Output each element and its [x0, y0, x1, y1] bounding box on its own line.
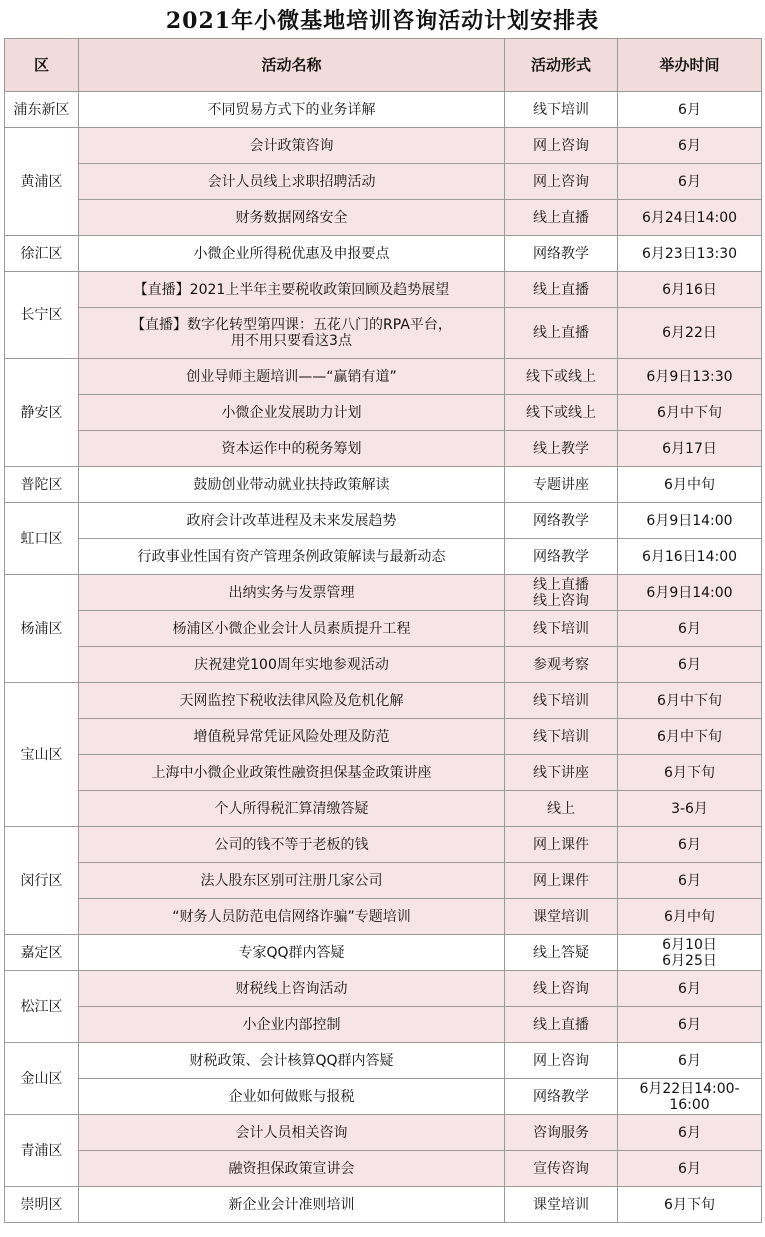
table-row	[5, 1187, 762, 1223]
activity-name-cell	[79, 308, 505, 359]
district-cell: 松江区	[5, 971, 79, 1043]
activity-form-cell: 咨询服务	[505, 1115, 618, 1151]
activity-time-cell: 6月	[618, 1115, 762, 1151]
activity-time-cell: 6月9日14:00	[618, 503, 762, 539]
activity-name-cell: 会计政策咨询	[79, 128, 505, 164]
table-row	[5, 791, 762, 827]
table-row	[5, 1007, 762, 1043]
activity-name-cell: 鼓励创业带动就业扶持政策解读	[79, 467, 505, 503]
table-row	[5, 755, 762, 791]
activity-time-cell: 6月中下旬	[618, 683, 762, 719]
activity-time-cell: 6月	[618, 1043, 762, 1079]
activity-time-cell	[618, 935, 762, 971]
table-row	[5, 935, 762, 971]
activity-time-cell: 6月	[618, 92, 762, 128]
activity-name-cell: 创业导师主题培训——“赢销有道”	[79, 359, 505, 395]
activity-form-line-2: 线上咨询	[533, 592, 589, 609]
table-row	[5, 575, 762, 611]
activity-form-cell: 线上教学	[505, 431, 618, 467]
activity-time-cell: 6月中下旬	[618, 395, 762, 431]
activity-name-cell: 出纳实务与发票管理	[79, 575, 505, 611]
activity-name-cell: “财务人员防范电信网络诈骗”专题培训	[79, 899, 505, 935]
activity-form-cell: 网络教学	[505, 503, 618, 539]
activity-time-cell: 6月中下旬	[618, 719, 762, 755]
district-cell: 静安区	[5, 359, 79, 467]
activity-name-cell: 财务数据网络安全	[79, 200, 505, 236]
district-cell: 虹口区	[5, 503, 79, 575]
table-row	[5, 164, 762, 200]
table-row	[5, 1043, 762, 1079]
activity-name-cell: 会计人员线上求职招聘活动	[79, 164, 505, 200]
table-row	[5, 827, 762, 863]
activity-name-cell: 庆祝建党100周年实地参观活动	[79, 647, 505, 683]
activity-time-cell: 6月24日14:00	[618, 200, 762, 236]
activity-form-cell: 线上	[505, 791, 618, 827]
activity-time-cell: 6月中旬	[618, 899, 762, 935]
activity-time-cell: 6月	[618, 611, 762, 647]
activity-form-cell: 线下讲座	[505, 755, 618, 791]
table-row	[5, 92, 762, 128]
activity-time-cell: 6月	[618, 1007, 762, 1043]
table-row	[5, 1079, 762, 1115]
activity-name-cell: 新企业会计准则培训	[79, 1187, 505, 1223]
table-row	[5, 128, 762, 164]
activity-name-cell: 天网监控下税收法律风险及危机化解	[79, 683, 505, 719]
table-row	[5, 683, 762, 719]
activity-name-cell: 财税政策、会计核算QQ群内答疑	[79, 1043, 505, 1079]
activity-form-cell: 线下或线上	[505, 395, 618, 431]
table-row	[5, 359, 762, 395]
activity-form-cell: 网络教学	[505, 539, 618, 575]
activity-name-cell: 专家QQ群内答疑	[79, 935, 505, 971]
district-cell: 黄浦区	[5, 128, 79, 236]
activity-name-cell: 政府会计改革进程及未来发展趋势	[79, 503, 505, 539]
activity-form-cell: 线下或线上	[505, 359, 618, 395]
table-row	[5, 236, 762, 272]
activity-time-cell: 6月9日13:30	[618, 359, 762, 395]
activity-name-cell: 杨浦区小微企业会计人员素质提升工程	[79, 611, 505, 647]
activity-name-cell: 公司的钱不等于老板的钱	[79, 827, 505, 863]
district-cell: 金山区	[5, 1043, 79, 1115]
activity-name-cell: 企业如何做账与报税	[79, 1079, 505, 1115]
activity-form-cell: 网上咨询	[505, 128, 618, 164]
district-cell: 长宁区	[5, 272, 79, 359]
activity-name-cell: 小微企业所得税优惠及申报要点	[79, 236, 505, 272]
activity-form-cell: 参观考察	[505, 647, 618, 683]
activity-time-line-2: 6月25日	[662, 952, 717, 969]
header-district: 区	[5, 39, 79, 92]
header-activity-name: 活动名称	[79, 39, 505, 92]
activity-time-cell: 3-6月	[618, 791, 762, 827]
activity-time-cell: 6月22日14:00-16:00	[618, 1079, 762, 1115]
district-cell: 嘉定区	[5, 935, 79, 971]
activity-form-cell: 线上直播	[505, 308, 618, 359]
table-row	[5, 1151, 762, 1187]
activity-form-cell: 线上咨询	[505, 971, 618, 1007]
activity-name-cell: 小微企业发展助力计划	[79, 395, 505, 431]
table-row	[5, 503, 762, 539]
activity-name-cell: 资本运作中的税务筹划	[79, 431, 505, 467]
activity-form-cell: 线上答疑	[505, 935, 618, 971]
activity-time-cell: 6月	[618, 164, 762, 200]
table-row	[5, 863, 762, 899]
activity-time-cell: 6月下旬	[618, 755, 762, 791]
activity-name-cell: 行政事业性国有资产管理条例政策解读与最新动态	[79, 539, 505, 575]
header-time: 举办时间	[618, 39, 762, 92]
activity-time-cell: 6月中旬	[618, 467, 762, 503]
activity-form-cell: 线上直播	[505, 272, 618, 308]
activity-name-line-1: 【直播】数字化转型第四课：五花八门的RPA平台，	[131, 317, 452, 333]
activity-form-cell: 网上课件	[505, 827, 618, 863]
activity-form-cell: 线下培训	[505, 611, 618, 647]
activity-form-cell: 网上咨询	[505, 1043, 618, 1079]
activity-time-cell: 6月	[618, 1151, 762, 1187]
table-row	[5, 1115, 762, 1151]
activity-form-cell: 线下培训	[505, 683, 618, 719]
activity-form-cell: 网上课件	[505, 863, 618, 899]
activity-form-cell	[505, 575, 618, 611]
activity-time-cell: 6月	[618, 128, 762, 164]
activity-name-cell: 融资担保政策宣讲会	[79, 1151, 505, 1187]
activity-time-cell: 6月23日13:30	[618, 236, 762, 272]
district-cell: 青浦区	[5, 1115, 79, 1187]
activity-time-cell: 6月	[618, 647, 762, 683]
activity-form-cell: 课堂培训	[505, 899, 618, 935]
table-row	[5, 308, 762, 359]
activity-schedule-table	[4, 38, 762, 1223]
activity-name-cell: 个人所得税汇算清缴答疑	[79, 791, 505, 827]
district-cell: 浦东新区	[5, 92, 79, 128]
activity-form-cell: 网上咨询	[505, 164, 618, 200]
activity-name-cell: 上海中小微企业政策性融资担保基金政策讲座	[79, 755, 505, 791]
activity-time-cell: 6月16日	[618, 272, 762, 308]
activity-name-cell: 小企业内部控制	[79, 1007, 505, 1043]
activity-time-cell: 6月	[618, 971, 762, 1007]
activity-name-cell: 不同贸易方式下的业务详解	[79, 92, 505, 128]
activity-form-cell: 课堂培训	[505, 1187, 618, 1223]
activity-form-cell: 线上直播	[505, 1007, 618, 1043]
district-cell: 杨浦区	[5, 575, 79, 683]
table-row	[5, 431, 762, 467]
activity-form-cell: 线下培训	[505, 92, 618, 128]
table-row	[5, 611, 762, 647]
activity-name-line-2: 用不用只要看这3点	[231, 333, 352, 349]
table-row	[5, 200, 762, 236]
table-row	[5, 899, 762, 935]
activity-form-cell: 线上直播	[505, 200, 618, 236]
activity-form-cell: 宣传咨询	[505, 1151, 618, 1187]
activity-form-line-1: 线上直播	[533, 576, 589, 593]
district-cell: 崇明区	[5, 1187, 79, 1223]
table-header-row	[5, 39, 762, 92]
table-row	[5, 395, 762, 431]
activity-name-cell: 法人股东区别可注册几家公司	[79, 863, 505, 899]
activity-form-cell: 线下培训	[505, 719, 618, 755]
activity-form-cell: 网络教学	[505, 1079, 618, 1115]
district-cell: 宝山区	[5, 683, 79, 827]
table-row	[5, 719, 762, 755]
table-row	[5, 971, 762, 1007]
activity-form-cell: 网络教学	[505, 236, 618, 272]
table-row	[5, 467, 762, 503]
table-row	[5, 272, 762, 308]
district-cell: 徐汇区	[5, 236, 79, 272]
activity-form-cell: 专题讲座	[505, 467, 618, 503]
activity-time-line-1: 6月10日	[662, 936, 717, 953]
activity-time-cell: 6月	[618, 827, 762, 863]
activity-name-cell: 会计人员相关咨询	[79, 1115, 505, 1151]
activity-name-cell: 【直播】2021上半年主要税收政策回顾及趋势展望	[79, 272, 505, 308]
activity-time-cell: 6月	[618, 863, 762, 899]
activity-time-cell: 6月下旬	[618, 1187, 762, 1223]
activity-time-cell: 6月17日	[618, 431, 762, 467]
activity-time-cell: 6月16日14:00	[618, 539, 762, 575]
table-row	[5, 647, 762, 683]
table-row	[5, 539, 762, 575]
district-cell: 普陀区	[5, 467, 79, 503]
activity-time-cell: 6月9日14:00	[618, 575, 762, 611]
district-cell: 闵行区	[5, 827, 79, 935]
activity-time-cell: 6月22日	[618, 308, 762, 359]
page-title: 2021年小微基地培训咨询活动计划安排表	[165, 7, 600, 34]
activity-name-cell: 财税线上咨询活动	[79, 971, 505, 1007]
activity-name-cell: 增值税异常凭证风险处理及防范	[79, 719, 505, 755]
header-activity-form: 活动形式	[505, 39, 618, 92]
